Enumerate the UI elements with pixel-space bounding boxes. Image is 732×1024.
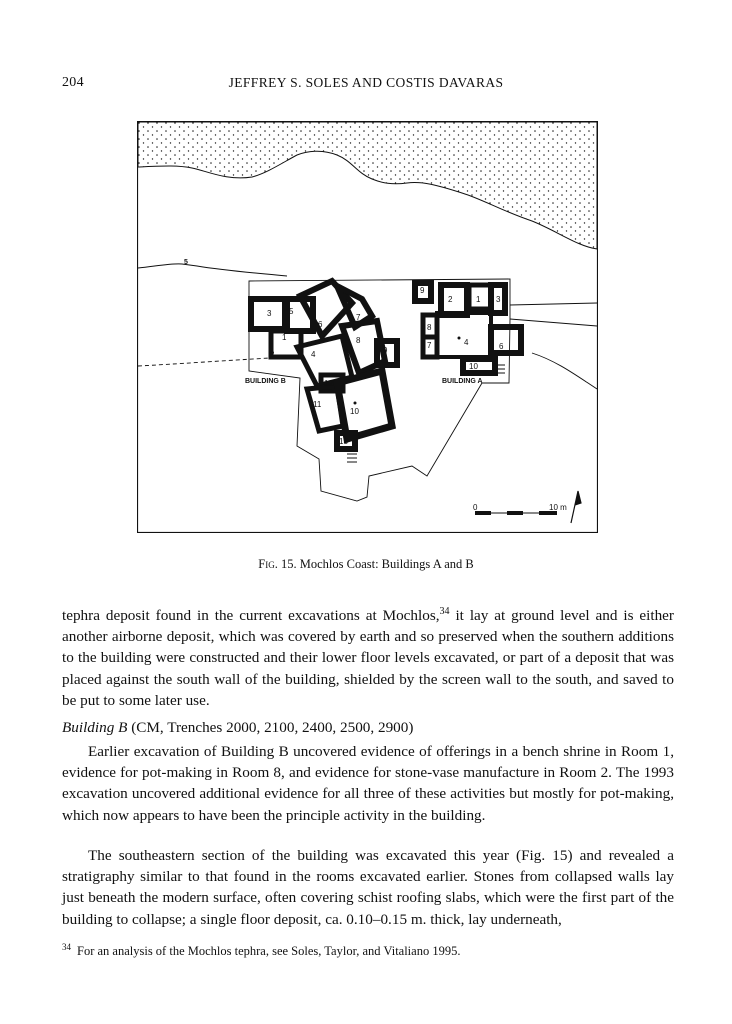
room-b-10: 10 — [350, 407, 359, 416]
shoreline-right — [510, 303, 597, 326]
footnote-ref: 34 — [439, 605, 450, 617]
room-a-8: 8 — [427, 323, 432, 332]
caption-text: Mochlos Coast: Buildings A and B — [299, 557, 474, 571]
room-b-9: 9 — [383, 346, 388, 355]
running-head: JEFFREY S. SOLES AND COSTIS DAVARAS — [228, 75, 504, 90]
paragraph-1 — [62, 605, 674, 711]
room-b-8: 8 — [356, 336, 361, 345]
footnote-text: For an analysis of the Mochlos tephra, see Soles, Taylor, and Vitaliano 1995. — [77, 944, 461, 959]
figure-caption — [0, 557, 732, 572]
site-plan-figure — [137, 121, 598, 533]
room-b-1: 1 — [282, 333, 287, 342]
scale-bar — [475, 511, 557, 515]
room-b-7: 7 — [356, 313, 361, 322]
footnote — [62, 942, 674, 959]
section-heading — [62, 719, 413, 737]
dashed-path — [138, 357, 287, 366]
building-b-label: BUILDING B — [245, 378, 286, 385]
room-a-7: 7 — [427, 341, 432, 350]
room-b-6: 6 — [318, 320, 323, 329]
room-b-3: 3 — [267, 309, 272, 318]
paragraph-3: The southeastern section of the building was excavated this year (Fig. 15) and revealed a stratigraphy similar to that found in the rooms excavated earlier. Stones from collapsed walls lay just beneath the modern surface, often covering schist roofing slabs, which were the first part of the building to collapse; a single floor deposit, ca. 0.10–0.15 m. thick, lay underneath, — [62, 847, 674, 928]
room-b-11: 11 — [313, 400, 322, 409]
room-a-4: 4 — [464, 338, 469, 347]
section-title-italic: Building B — [62, 719, 128, 736]
room-a-3: 3 — [496, 295, 501, 304]
room-b-12: 12 — [324, 379, 333, 388]
room-a-9: 9 — [420, 286, 425, 295]
building-b — [251, 281, 397, 462]
room-b-5: 5 — [289, 307, 294, 316]
room-b-13: 13 — [339, 437, 348, 446]
building-a-label: BUILDING A — [442, 378, 483, 385]
contour-label: 5 — [184, 259, 188, 266]
sea-area — [138, 122, 597, 249]
room-a-1: 1 — [476, 295, 481, 304]
room-a-10: 10 — [469, 362, 478, 371]
section-title-rest: (CM, Trenches 2000, 2100, 2400, 2500, 2900) — [127, 719, 414, 736]
caption-label: Fig. 15. — [258, 557, 297, 571]
contour-line — [138, 264, 287, 276]
room-b-4: 4 — [311, 350, 316, 359]
paragraph-1-start: tephra deposit found in the current excavations at Mochlos, — [62, 607, 440, 624]
scale-end-label: 10 m — [549, 503, 567, 512]
scale-start-label: 0 — [473, 503, 478, 512]
paragraph-1-rest: it lay at ground level and is either another airborne deposit, which was covered by earth and so preserved when the southern additions to the building were constructed and their lower floor levels excavated, or part of a deposit that was placed against the south wall of the building, shielded by the screen wall to the south, and saved to be put to some later use. — [62, 607, 674, 709]
shoreline-lower — [532, 353, 597, 389]
footnote-number: 34 — [62, 942, 71, 952]
page-number: 204 — [62, 75, 84, 90]
paragraph-2: Earlier excavation of Building B uncovered evidence of offerings in a bench shrine in Room 1, evidence for pot-making in Room 8, and evidence for stone-vase manufacture in Room 2. The 1993 excavation uncovered additional evidence for all three of these activities but mostly for pot-making, which now appears to have been the principle activity in the building. — [62, 743, 674, 824]
room-a-2: 2 — [448, 295, 453, 304]
room-b-2: 2 — [270, 350, 275, 359]
site-plan-drawing — [137, 121, 598, 533]
room-a-6: 6 — [499, 342, 504, 351]
north-arrow-icon — [571, 491, 581, 523]
